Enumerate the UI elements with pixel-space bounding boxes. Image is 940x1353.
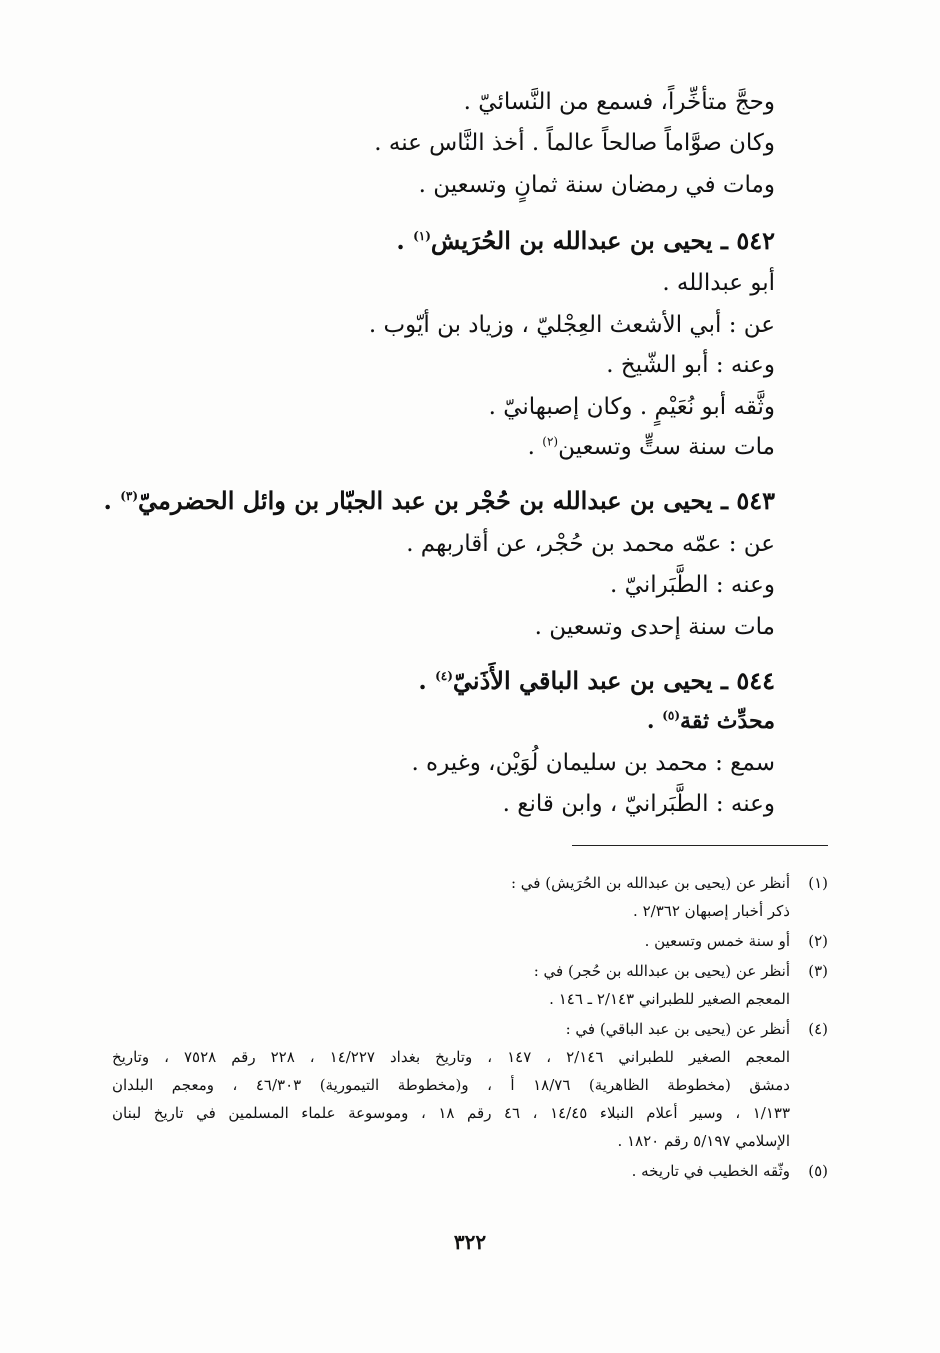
entry-543-line-3: مات سنة إحدى وتسعين . [534, 614, 775, 640]
entry-543-line-1: عن : عمّه محمد بن حُجْر، عن أقاربهم . [406, 531, 775, 557]
entry-542-line-5: مات سنة ستٍّ وتسعين$^{(٢)}$ . [527, 434, 775, 460]
footnote-number-4: (٤) [808, 1020, 828, 1038]
footnote-3: (٣)أنظر عن (يحيى بن عبدالله بن حُجر) في : [112, 958, 828, 984]
footnote-number-2: (٢) [808, 932, 828, 950]
footnote-5: (٥)وثّقه الخطيب في تاريخه . [112, 1158, 828, 1184]
footnote-4: (٤)أنظر عن (يحيى بن عبد الباقي) في : [112, 1016, 828, 1042]
footnote-divider [572, 845, 828, 846]
entry-542-line-4: وثَّقه أبو نُعَيْمٍ . وكان إصبهانيّ . [488, 394, 775, 420]
footnote-number-3: (٣) [808, 962, 828, 980]
entry-542-line-2: عن : أبي الأشعث العِجْليّ ، وزياد بن أيّوب . [368, 312, 775, 338]
footnote-ref-3[interactable]: (٣) [120, 489, 139, 503]
body-line-3: ومات في رمضان سنة ثمانٍ وتسعين . [418, 172, 775, 198]
footnote-3-line-2: المعجم الصغير للطبراني ٢/١٤٣ ـ ١٤٦ . [549, 990, 790, 1008]
entry-heading-542: ٥٤٢ ـ يحيى بن عبدالله بن الحُرَيش$^{(١)}$ . [396, 226, 775, 255]
footnote-4-line-3: دمشق (مخطوطة الظاهرية) ١٨/٧٦ أ ، و(مخطوطة التيمورية) ٤٦/٣٠٣ ، ومعجم البلدان [112, 1076, 790, 1094]
entry-544-line-1: سمع : محمد بن سليمان لُوَيْن، وغيره . [411, 750, 775, 776]
entry-542-line-3: وعنه : أبو الشّيخ . [606, 352, 775, 378]
body-line-1: وحجَّ متأخِّراً، فسمع من النَّسائيّ . [463, 89, 775, 115]
footnote-ref-1[interactable]: (١) [413, 229, 431, 243]
footnote-1-line-2: ذكر أخبار إصبهان ٢/٣٦٢ . [633, 902, 790, 920]
footnote-4-line-2: المعجم الصغير للطبراني ٢/١٤٦ ، ١٤٧ ، وتاريخ بغداد ١٤/٢٢٧ ، ٢٢٨ رقم ٧٥٢٨ ، وتاريخ [112, 1048, 790, 1066]
footnote-ref-4[interactable]: (٤) [435, 669, 453, 683]
footnote-number-1: (١) [808, 874, 828, 892]
entry-544-line-2: وعنه : الطَّبَرانيّ ، وابن قانع . [502, 791, 775, 817]
page-number: ٣٢٢ [453, 1230, 487, 1254]
body-line-2: وكان صوَّاماً صالحاً عالماً . أخذ النَّاس عنه . [374, 130, 775, 156]
entry-heading-543: ٥٤٣ ـ يحيى بن عبدالله بن حُجْر بن عبد الجبّار بن وائل الحضرميّ$^{(٣)}$ . [103, 486, 775, 515]
footnote-4-line-4: ١/١٣٣ ، وسير أعلام النبلاء ١٤/٤٥ ، ٤٦ رقم ١٨ ، وموسوعة علماء المسلمين في تاريخ لبنان [112, 1104, 790, 1122]
entry-543-line-2: وعنه : الطَّبَرانيّ . [610, 572, 775, 598]
footnote-2: (٢)أو سنة خمس وتسعين . [112, 928, 828, 954]
footnote-ref-5[interactable]: (٥) [662, 708, 681, 723]
entry-heading-544: ٥٤٤ ـ يحيى بن عبد الباقي الأَذَنيّ$^{(٤)}$ . [418, 666, 775, 695]
footnote-1: (١)أنظر عن (يحيى بن عبدالله بن الحُرَيش) في : [112, 870, 828, 896]
entry-542-line-1: أبو عبدالله . [662, 270, 775, 296]
footnote-number-5: (٥) [808, 1162, 828, 1180]
entry-544-subtitle: محدِّث ثقة$^{(٥)}$ . [646, 708, 775, 734]
footnote-ref-2[interactable]: (٢) [542, 434, 559, 449]
footnote-4-line-5: الإسلامي ٥/١٩٧ رقم ١٨٢٠ . [617, 1132, 790, 1150]
